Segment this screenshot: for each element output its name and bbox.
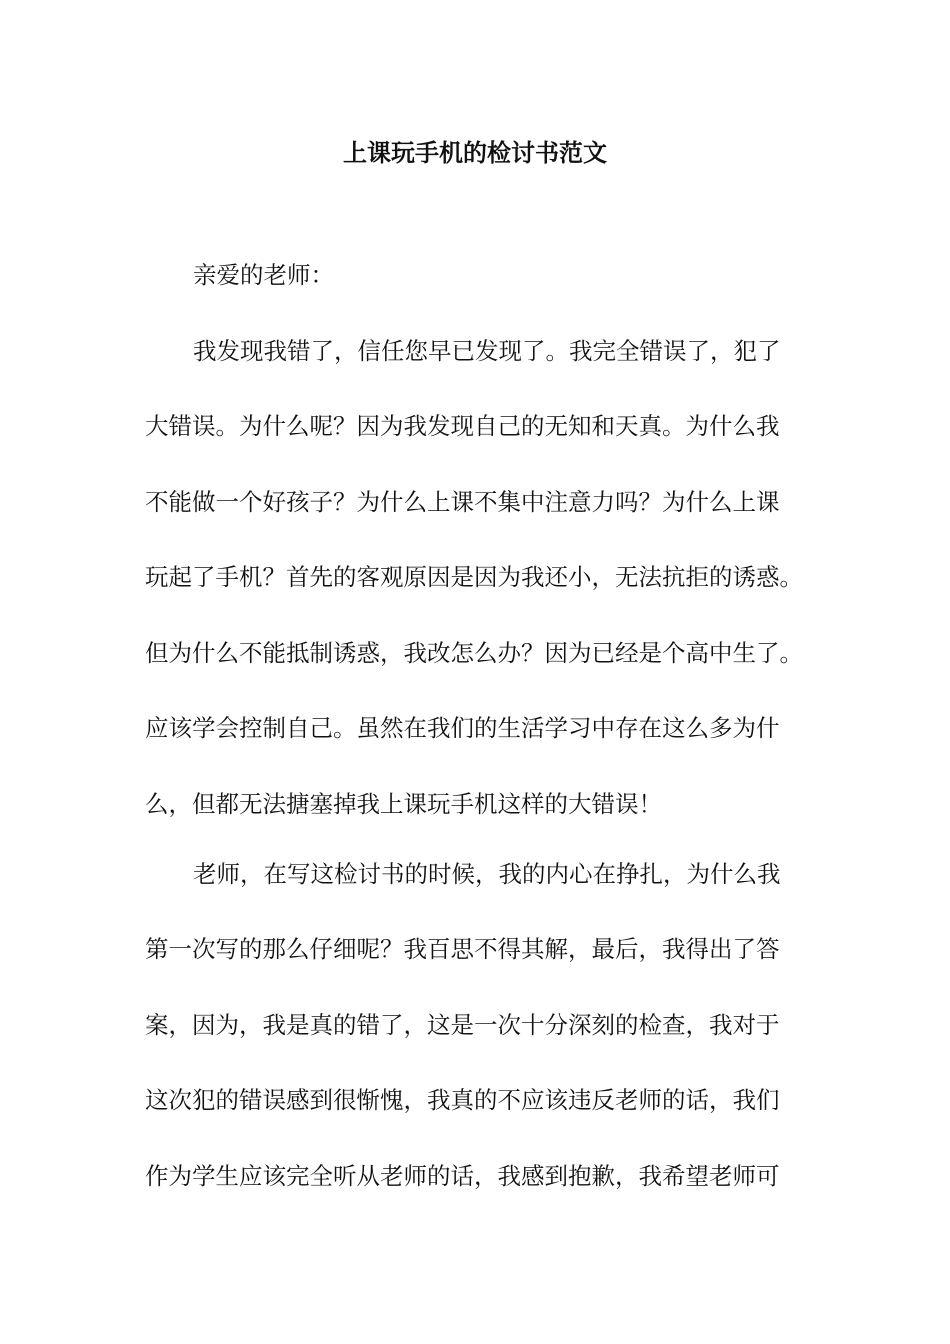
- paragraph-1-line-3: 不能做一个好孩子？为什么上课不集中注意力吗？为什么上课: [145, 488, 780, 516]
- paragraph-2-line-1: 老师，在写这检讨书的时候，我的内心在挣扎，为什么我: [193, 860, 781, 888]
- paragraph-2-line-2: 第一次写的那么仔细呢？我百思不得其解，最后，我得出了答: [145, 935, 780, 963]
- paragraph-1-line-5: 但为什么不能抵制诱惑，我改怎么办？因为已经是个高中生了。: [145, 639, 803, 667]
- paragraph-2-line-5: 作为学生应该完全听从老师的话，我感到抱歉，我希望老师可: [145, 1162, 780, 1190]
- salutation-line: 亲爱的老师：: [193, 261, 334, 289]
- paragraph-1-line-1: 我发现我错了，信任您早已发现了。我完全错误了，犯了: [193, 337, 781, 365]
- paragraph-1-line-2: 大错误。为什么呢？因为我发现自己的无知和天真。为什么我: [145, 412, 780, 440]
- paragraph-1-line-4: 玩起了手机？首先的客观原因是因为我还小，无法抗拒的诱惑。: [145, 563, 803, 591]
- document-title: 上课玩手机的检讨书范文: [343, 138, 607, 167]
- paragraph-1-line-6: 应该学会控制自己。虽然在我们的生活学习中存在这么多为什: [145, 714, 780, 742]
- paragraph-1-line-7: 么，但都无法搪塞掉我上课玩手机这样的大错误！: [145, 790, 662, 818]
- paragraph-2-line-4: 这次犯的错误感到很惭愧，我真的不应该违反老师的话，我们: [145, 1086, 780, 1114]
- paragraph-2-line-3: 案，因为，我是真的错了，这是一次十分深刻的检查，我对于: [145, 1011, 780, 1039]
